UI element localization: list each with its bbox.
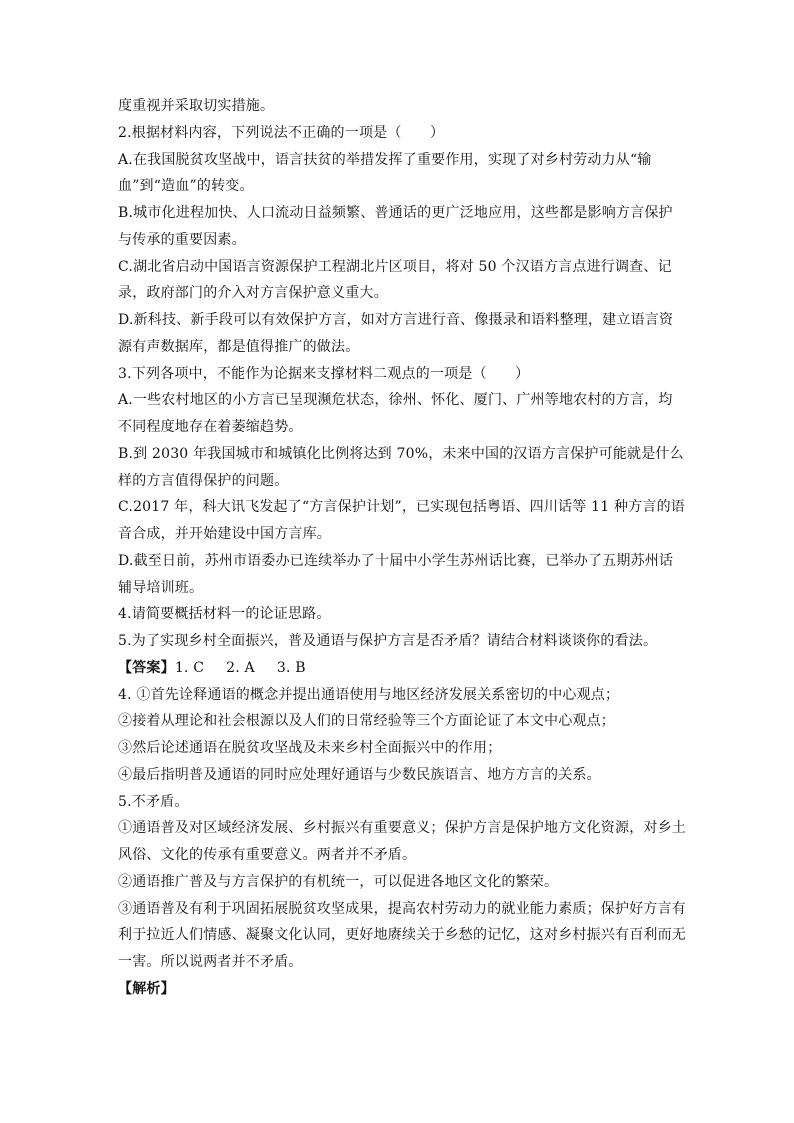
question-5: 5.为了实现乡村全面振兴，普及通语与保护方言是否矛盾？请结合材料谈谈你的看法。 xyxy=(118,633,658,649)
option-3c-line1: C.2017 年，科大讯飞发起了“方言保护计划”，已实现包括粤语、四川话等 11 种方言的语 xyxy=(118,499,685,516)
option-3b-line2: 样的方言值得保护的问题。 xyxy=(118,472,289,489)
question-2: 2.根据材料内容，下列说法不正确的一项是（ ） xyxy=(118,124,445,141)
option-3d-line2: 辅导培训班。 xyxy=(118,579,204,596)
option-3b-line1: B.到 2030 年我国城市和城镇化比例将达到 70%，未来中国的汉语方言保护可能就是什么 xyxy=(118,445,684,462)
text-line: 度重视并采取切实措施。 xyxy=(118,98,275,114)
answer-item-1: 1. C xyxy=(174,659,205,676)
answer-4-point-4: ④最后指明普及通语的同时应处理好通语与少数民族语言、地方方言的关系。 xyxy=(118,766,601,783)
answer-line xyxy=(118,655,678,682)
answer-4-point-2: ②接着从理论和社会根源以及人们的日常经验等三个方面论证了本文中心观点； xyxy=(118,713,615,730)
question-4: 4.请简要概括材料一的论证思路。 xyxy=(118,606,331,623)
answer-4-point-3: ③然后论述通语在脱贫攻坚战及未来乡村全面振兴中的作用； xyxy=(118,740,502,756)
option-3d-line1: D.截至日前，苏州市语委办已连续举办了十届中小学生苏州话比赛，已举办了五期苏州话 xyxy=(118,552,674,569)
option-3c-line2: 音合成，并开始建设中国方言库。 xyxy=(118,526,331,542)
option-2a-line2: 血”到“造血”的转变。 xyxy=(118,178,254,195)
answer-item-3: 3. B xyxy=(276,659,306,676)
answer-4-point-1: 4. ①首先诠释通语的概念并提出通语使用与地区经济发展关系密切的中心观点； xyxy=(118,686,620,703)
answer-5-verdict: 5.不矛盾。 xyxy=(118,793,189,810)
answer-5-point-1-line2: 风俗、文化的传承有重要意义。两者并不矛盾。 xyxy=(118,847,417,863)
option-2a-line1: A.在我国脱贫攻坚战中，语言扶贫的举措发挥了重要作用，实现了对乡村劳动力从“输 xyxy=(118,151,652,168)
option-2d-line2: 源有声数据库，都是值得推广的做法。 xyxy=(118,338,360,355)
option-2b-line2: 与传承的重要因素。 xyxy=(118,231,246,248)
option-2d-line1: D.新科技、新手段可以有效保护方言，如对方言进行音、像摄录和语料整理，建立语言资 xyxy=(118,312,674,328)
answer-item-2: 2. A xyxy=(226,659,255,676)
answer-5-point-3-line3: 一害。所以说两者并不矛盾。 xyxy=(118,954,303,970)
answer-5-point-2: ②通语推广普及与方言保护的有机统一，可以促进各地区文化的繁荣。 xyxy=(118,873,559,890)
option-2b-line1: B.城市化进程加快、人口流动日益频繁、普通话的更广泛地应用，这些都是影响方言保护 xyxy=(118,205,673,221)
analysis-label: 【解析】 xyxy=(118,980,175,997)
question-3: 3.下列各项中，不能作为论据来支撑材料二观点的一项是（ ） xyxy=(118,365,530,382)
answer-5-point-3-line2: 利于拉近人们情感、凝聚文化认同，更好地赓续关于乡愁的记忆，这对乡村振兴有百利而无 xyxy=(118,927,686,944)
answer-5-point-1-line1: ①通语普及对区域经济发展、乡村振兴有重要意义；保护方言是保护地方文化资源，对乡土 xyxy=(118,820,686,837)
option-3a-line2: 不同程度地存在着萎缩趋势。 xyxy=(118,419,303,435)
option-2c-line2: 录，政府部门的介入对方言保护意义重大。 xyxy=(118,285,388,302)
document-page xyxy=(118,93,686,1003)
option-2c-line1: C.湖北省启动中国语言资源保护工程湖北片区项目，将对 50 个汉语方言点进行调查、记 xyxy=(118,258,672,275)
answer-label: 【答案】 xyxy=(118,659,175,676)
analysis-line xyxy=(118,976,678,1003)
option-3a-line1: A.一些农村地区的小方言已呈现濒危状态，徐州、怀化、厦门、广州等地农村的方言，均 xyxy=(118,392,673,409)
answer-5-point-3-line1: ③通语普及有利于巩固拓展脱贫攻坚成果，提高农村劳动力的就业能力素质；保护好方言有 xyxy=(118,900,686,917)
